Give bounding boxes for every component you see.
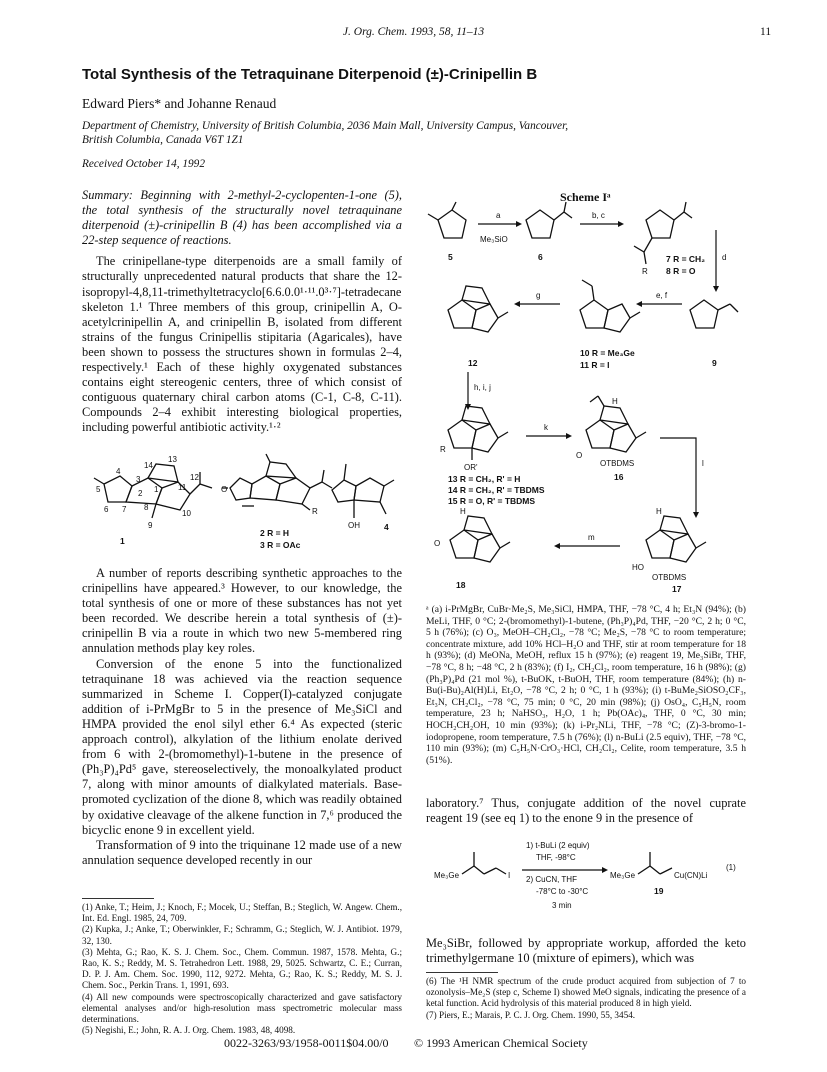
o-label-16: O [576,451,583,460]
label-12: 12 [468,358,478,368]
r-group-2: R [312,507,318,516]
atom-6: 6 [104,505,109,514]
footnote-1: (1) Anke, T.; Heim, J.; Knoch, F.; Mocek, U.; Steffan, B.; Steglich, W. Angew. Chem., Int. Ed. Engl. 1985, 24, 709. [82,902,402,924]
label-15: 15 R = O, R' = TBDMS [448,496,536,506]
atom-4: 4 [116,467,121,476]
ho-label-17: HO [632,563,644,572]
reagent-bc: b, c [592,211,605,220]
structure-4 [332,464,394,532]
received-date: Received October 14, 1992 [82,158,205,170]
reagent-k: k [544,423,548,432]
reagent-g: g [536,291,541,300]
article-authors: Edward Piers* and Johanne Renaud [82,96,277,111]
footnotes-left [82,902,402,1036]
compound-13-15 [440,406,545,506]
left-column-bottom [82,566,402,868]
reagent-l: l [702,459,704,468]
footnote-6: (6) The ¹H NMR spectrum of the crude product acquired from subjection of 7 to ozonolysis–Me₂S (step c, Scheme I) showed MeO signals, indicating the presence of a ketal function. Acid hydrolysis of this material produced 8 in high yield. [426,976,746,1009]
atom-10: 10 [182,509,191,518]
reagent-d: d [722,253,727,262]
footnote-divider-right [426,972,498,973]
footnote-3: (3) Mehta, G.; Rao, K. S. J. Chem. Soc., Chem. Commun. 1987, 1578. Mehta, G.; Rao, K. S.; Reddy, M. S. Tetrahedron Lett. 1988, 29, 5025. Schwartz, C. E.; Curran, D. P. J. Am. Chem. Soc. 1990, 112, 9272. Mehta, G.; Rao, K. S.; Reddy, M. S. J. Chem. Soc., Perkin Trans. 1, 1991, 693. [82,946,402,991]
compound-12 [448,286,508,368]
label-6: 6 [538,252,543,262]
eq-product-number: 19 [654,886,664,896]
structure-2-3 [221,454,332,550]
label-18: 18 [456,580,466,590]
reagent-a: a [496,211,501,220]
compound-16 [576,396,646,482]
or-prime-label: OR' [464,463,478,472]
label-9: 9 [712,358,717,368]
compound-17 [632,507,706,592]
eq-reactant-iodide: I [508,871,511,880]
atom-9: 9 [148,521,153,530]
right-paragraph-2: Me₃SiBr, followed by appropriate workup, afforded the keto trimethylgermane 10 (mixture of epimers), which was [426,936,746,966]
compound-10-11 [580,280,640,370]
h-label-18: H [460,507,466,516]
right-paragraph-1: laboratory.⁷ Thus, conjugate addition of the novel cuprate reagent 19 (see eq 1) to the enone 9 in the presence of [426,796,746,826]
eq-reactant-me3ge: Me₃Ge [434,871,460,880]
label-11: 11 R = I [580,360,610,370]
article-title: Total Synthesis of the Tetraquinane Diterpenoid (±)-Crinipellin B [82,66,538,83]
right-column-para2 [426,936,746,966]
scheme-title: Scheme Iᵃ [560,190,611,204]
atom-13: 13 [168,455,177,464]
page-number: 11 [760,26,772,38]
affiliation-line1: Department of Chemistry, University of British Columbia, 2036 Main Mall, University Campus, Vancouver, [82,120,569,132]
compound-1-label: 1 [120,536,125,546]
scheme-caption [426,604,746,766]
atom-7: 7 [122,505,127,514]
compound-9 [690,300,738,368]
label-7: 7 R = CH₂ [666,254,705,264]
otbdms-label-16: OTBDMS [600,459,635,468]
atom-1: 1 [154,485,159,494]
compound-18 [434,507,510,590]
reagent-m: m [588,533,595,542]
left-column-top [82,188,402,436]
affiliation-line2: British Columbia, Canada V6T 1Z1 [82,134,244,146]
h-label-17: H [656,507,662,516]
compound-5 [428,202,466,262]
compound-6 [526,202,572,262]
label-10: 10 R = Me₃Ge [580,348,635,358]
footer-code: 0022-3263/93/1958-0011$04.00/0 [224,1036,389,1050]
r-label-13: R [440,445,446,454]
label-16: 16 [614,472,624,482]
eq-product-cuprate: Cu(CN)Li [674,871,708,880]
footnote-2: (2) Kupka, J.; Anke, T.; Oberwinkler, F.; Schramm, G.; Steglich, W. J. Antibiot. 1979, 32, 130. [82,924,402,946]
footnote-4: (4) All new compounds were spectroscopically characterized and gave satisfactory elemental analyses and/or high-resolution mass spectrometric molecular mass determinations. [82,991,402,1025]
scheme-diagram [420,200,750,592]
right-column-para1 [426,796,746,826]
footnote-divider [82,898,154,899]
footnote-7: (7) Piers, E.; Marais, P. C. J. Org. Chem. 1990, 55, 3454. [426,1009,636,1020]
eq-product-me3ge: Me₃Ge [610,871,636,880]
o-label-18: O [434,539,441,548]
eq-step2: 2) CuCN, THF [526,875,577,884]
label-14: 14 R = CH₂, R' = TBDMS [448,485,545,495]
compound-4-label: 4 [384,522,389,532]
label-13: 13 R = CH₂, R' = H [448,474,521,484]
eq-step2-time: 3 min [552,901,572,910]
summary-paragraph: Summary: Beginning with 2-methyl-2-cyclopenten-1-one (5), the total synthesis of the structurally novel tetraquinane diterpenoid (±)-crinipellin B (4) has been accomplished via a 22-step sequence of reactions. [82,188,402,248]
label-5: 5 [448,252,453,262]
compound-2-label: 2 R = H [260,528,290,538]
atom-2: 2 [138,489,143,498]
paragraph-3: Conversion of the enone 5 into the functionalized tetraquinane 18 was achieved via the reaction sequence summarized in Scheme I. Copper(I)-catalyzed conjugate addition of i-PrMgBr to 5 in the presence of Me₃SiCl and HMPA provided the enol silyl ether 6.⁴ As expected (steric approach control), alkylation of the lithium enolate derived from 6 with 2-(bromomethyl)-1-butene in the presence of (Ph₃P)₄Pd⁵ gave, stereoselectively, the monoalkylated product 7, along with minor amounts of dialkylated materials. Base-promoted cyclization of the dione 8, which was readily obtained by oxidative cleavage of the alkene function in 7,⁶ produced the bicyclic enone 9 in excellent yield. [82,656,402,837]
eq-step1-cond: THF, -98°C [536,853,576,862]
hydroxyl-4: OH [348,521,360,530]
structure-1 [94,455,212,546]
atom-12: 12 [190,473,199,482]
atom-11: 11 [178,483,187,492]
equation-1 [426,838,746,928]
atom-5: 5 [96,485,101,494]
atom-8: 8 [144,503,149,512]
otbdms-label-17: OTBDMS [652,573,687,582]
h-label-16: H [612,397,618,406]
scheme-caption-text: ᵃ (a) i-PrMgBr, CuBr·Me₂S, Me₃SiCl, HMPA, THF, −78 °C, 4 h; Et₃N (94%); (b) MeLi, THF, 0 °C; 2-(bromomethyl)-1-butene, (Ph₃P)₄Pd, THF, −20 °C, 2 h; 0 °C, 5 h (76%); (c) O₃, MeOH–CH₂Cl₂, −78 °C; Me₂S, −78 °C to room temperature; concentrate mixture, add 10% HCl–H₂O and THF, stir at room temperature for 18 h (93%); (d) MeONa, MeOH, reflux 15 h (97%); (e) reagent 19, Me₃SiBr, THF, −78 °C, 8 h; −48 °C, 2 h (83%); (f) I₂, CH₂Cl₂, room temperature, 16 h (98%); (g) (Ph₃P)₄Pd (21 mol %), t-BuOK, t-BuOH, THF, room temperature (84%); (h) n-Bu(i-Bu)₂Al(H)Li, Et₂O, −78 °C, 2 h; 0 °C, 1 h (93%); (i) t-BuMe₂SiOSO₂CF₃, Et₃N, CH₂Cl₂, −78 °C, 75 min; 0 °C, 20 min (98%); (j) OsO₄, C₅H₅N, room temperature, 23 h; NaHSO₃, H₂O, 1 h; Pb(OAc)₄, THF, 0 °C, 30 min; HOCH₂CH₂OH, 10 min (93%); (k) i-Pr₂NLi, THF, −78 °C; (Z)-3-bromo-1-iodopropene, room temperature, 7.5 h (76%); (l) n-BuLi (2.5 equiv), THF, −78 °C, 110 min (93%); (m) C₅H₅N·CrO₃·HCl, CH₂Cl₂, Celite, room temperature, 3.5 h (51%). [426,604,746,766]
paragraph-4: Transformation of 9 into the triquinane 12 made use of a new annulation sequence developed recently in our [82,837,402,867]
journal-citation: J. Org. Chem. 1993, 58, 11–13 [342,26,485,38]
atom-3: 3 [136,475,141,484]
atom-14: 14 [144,461,153,470]
footnotes-right [426,976,746,1021]
reagent-ef: e, f [656,291,668,300]
eq-number: (1) [726,863,736,872]
eq-step2-cond: -78°C to -30°C [536,887,589,896]
crinipellin-structures [82,452,402,554]
eq-step1: 1) t-BuLi (2 equiv) [526,841,590,850]
label-8: 8 R = O [666,266,696,276]
label-17: 17 [672,584,682,592]
compound-3-label: 3 R = OAc [260,540,301,550]
arrow-l [660,438,696,512]
reagent-hij: h, i, j [474,383,491,392]
footnote-5: (5) Negishi, E.; John, R. A. J. Org. Chem. 1983, 48, 4098. [82,1025,296,1036]
compound-7-8 [634,202,705,276]
paragraph-2: A number of reports describing synthetic approaches to the crinipellins have appeared.³ However, to our knowledge, the total synthesis of one or more of these substances has not yet been recorded. We describe herein a total synthesis of (±)-crinipellin B via a route in which two new 5-membered ring annulation methods play key roles. [82,566,402,656]
oxygen-2: O [221,485,228,494]
footer-copyright: © 1993 American Chemical Society [414,1036,588,1050]
article-affiliation [82,119,762,147]
me3sio-label: Me₃SiO [480,235,508,244]
intro-paragraph: The crinipellane-type diterpenoids are a small family of structurally unprecedented natural products that share the 12-isopropyl-4,8,11-trimethyltetracyclo[6.6.0.0¹·¹¹.0³·⁷]-tetradecane skeleton 1.¹ Three members of this group, crinipellin A, O-acetylcrinipellin A, and crinipellin B, isolated from different strains of the fungus Crinipellis stipitaria (Agaricales), have been shown to possess the structures shown in formulas 2–4, respectively.¹ Each of these highly oxygenated substances contains eight stereogenic centers, three of which consist of contiguous quaternary chiral carbon atoms (C-1, C-8, C-11). Compounds 2–4 exhibit interesting biological properties, including powerful antibiotic activity.¹·² [82,254,402,435]
r-label-7: R [642,267,648,276]
